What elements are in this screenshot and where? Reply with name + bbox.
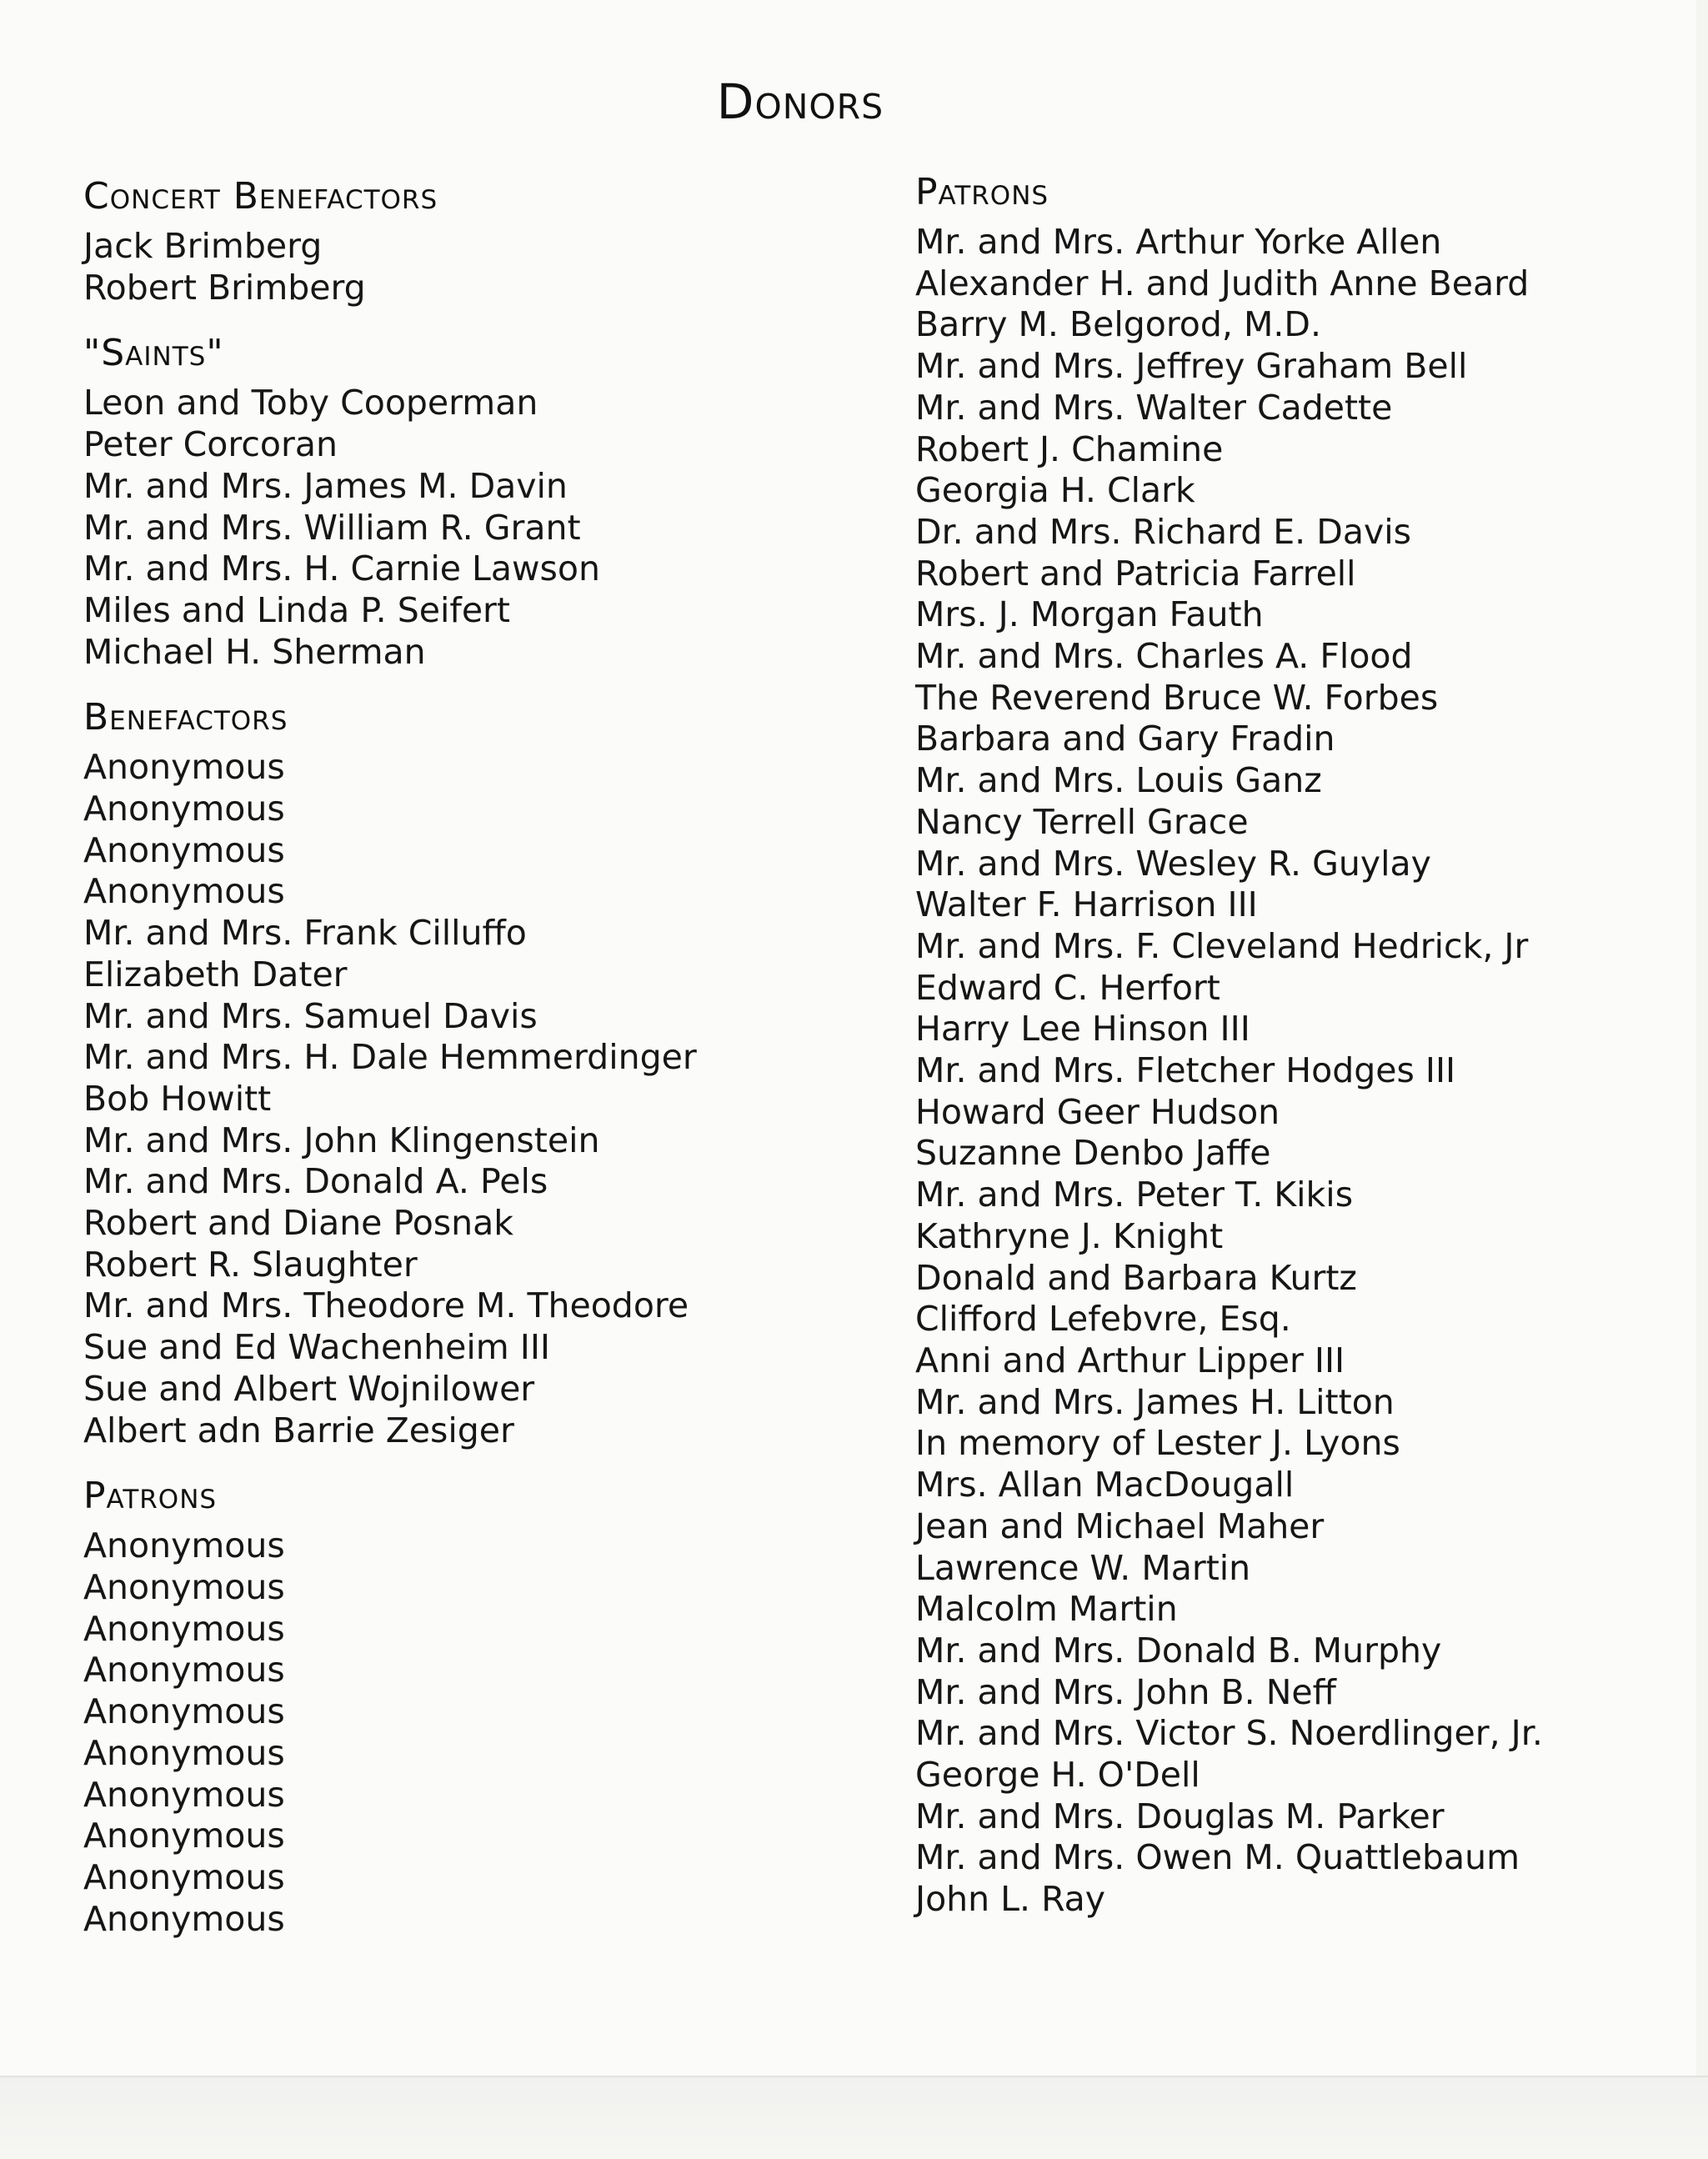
donor-name: Mr. and Mrs. Donald B. Murphy [915,1630,1442,1671]
donor-list [83,383,817,673]
donor-list [915,222,1665,1921]
donor-name: Mr. and Mrs. F. Cleveland Hedrick, Jr [915,925,1529,966]
donor-list [83,226,817,308]
donor-name: Mrs. Allan MacDougall [915,1465,1295,1505]
donor-name: Mr. and Mrs. Douglas M. Parker [915,1796,1445,1836]
donor-name: Robert and Patricia Farrell [915,553,1356,594]
donor-name: George H. O'Dell [915,1755,1200,1796]
donor-name: Jean and Michael Maher [915,1505,1325,1546]
donor-name: In memory of Lester J. Lyons [915,1423,1400,1464]
donor-name: Howard Geer Hudson [915,1091,1280,1132]
donor-name: Anonymous [83,1650,285,1691]
page-edge-right [1696,0,1708,2076]
donor-name: Anonymous [83,871,285,912]
donor-name: Anonymous [83,1608,285,1649]
donor-name: Anonymous [83,1856,285,1897]
donor-name: Clifford Lefebvre, Esq. [915,1299,1291,1340]
section-patrons-left [83,1475,817,1940]
donor-name: Mr. and Mrs. Frank Cilluffo [83,913,527,954]
donor-name: Robert R. Slaughter [83,1244,418,1285]
donor-name: Sue and Albert Wojnilower [83,1368,535,1409]
section-heading: Benefactors [83,696,288,739]
page-edge-bottom [0,2076,1708,2159]
donor-name: Mrs. J. Morgan Fauth [915,594,1264,635]
donor-name: Jack Brimberg [83,226,323,266]
donor-name: Michael H. Sherman [83,631,426,672]
donor-name: Mr. and Mrs. Donald A. Pels [83,1161,548,1202]
donor-name: Peter Corcoran [83,424,338,465]
donor-name: Mr. and Mrs. John Klingenstein [83,1120,600,1160]
donor-list [83,1525,817,1940]
donor-name: Mr. and Mrs. John B. Neff [915,1671,1336,1712]
donor-name: Anonymous [83,829,285,870]
donor-name: Anni and Arthur Lipper III [915,1340,1345,1380]
donor-name: Mr. and Mrs. Wesley R. Guylay [915,843,1431,884]
donor-name: Albert adn Barrie Zesiger [83,1410,514,1450]
donor-name: Harry Lee Hinson III [915,1009,1250,1049]
left-column [83,175,817,1963]
donor-name: Mr. and Mrs. Jeffrey Graham Bell [915,346,1468,387]
donor-name: Mr. and Mrs. Theodore M. Theodore [83,1285,689,1326]
donor-name: Miles and Linda P. Seifert [83,589,510,630]
donor-name: Dr. and Mrs. Richard E. Davis [915,511,1411,552]
donor-name: Donald and Barbara Kurtz [915,1257,1357,1298]
donor-name: The Reverend Bruce W. Forbes [915,677,1439,718]
donor-name: Mr. and Mrs. Peter T. Kikis [915,1175,1354,1215]
donor-name: Mr. and Mrs. H. Dale Hemmerdinger [83,1037,697,1078]
section-heading: Patrons [915,171,1049,213]
donor-name: Robert J. Chamine [915,428,1224,469]
donor-name: Mr. and Mrs. Fletcher Hodges III [915,1050,1456,1091]
donor-name: Elizabeth Dater [83,954,348,994]
donor-name: Mr. and Mrs. Walter Cadette [915,387,1393,428]
donor-name: Anonymous [83,1566,285,1607]
donor-name: Anonymous [83,1774,285,1815]
page-title: Donors [716,73,884,130]
donor-name: Mr. and Mrs. H. Carnie Lawson [83,549,600,589]
donor-name: Anonymous [83,1525,285,1566]
donor-name: Bob Howitt [83,1078,272,1119]
section-benefactors [83,696,817,1451]
donor-name: Lawrence W. Martin [915,1547,1251,1588]
donor-name: Alexander H. and Judith Anne Beard [915,263,1530,303]
donor-name: Anonymous [83,789,285,829]
donor-name: Anonymous [83,747,285,788]
donor-name: Kathryne J. Knight [915,1215,1224,1256]
donor-name: Mr. and Mrs. Louis Ganz [915,760,1322,801]
donor-name: Mr. and Mrs. Charles A. Flood [915,636,1413,677]
donor-name: Mr. and Mrs. James H. Litton [915,1381,1395,1422]
donor-name: Anonymous [83,1691,285,1732]
donor-name: Sue and Ed Wachenheim III [83,1327,551,1368]
donor-name: Walter F. Harrison III [915,884,1258,925]
donor-name: Mr. and Mrs. William R. Grant [83,507,581,548]
section-saints [83,332,817,673]
donor-name: Mr. and Mrs. Arthur Yorke Allen [915,222,1442,262]
donor-name: Robert and Diane Posnak [83,1203,514,1244]
section-heading: "Saints" [83,332,224,375]
donor-name: Nancy Terrell Grace [915,801,1249,842]
donor-name: Malcolm Martin [915,1589,1178,1630]
donor-name: Barbara and Gary Fradin [915,719,1335,759]
donor-name: Anonymous [83,1898,285,1939]
donor-name: Mr. and Mrs. Victor S. Noerdlinger, Jr. [915,1713,1543,1754]
donor-name: Georgia H. Clark [915,470,1195,511]
donor-name: John L. Ray [915,1879,1106,1920]
section-heading: Concert Benefactors [83,175,438,218]
section-concert-benefactors [83,175,817,308]
donor-name: Edward C. Herfort [915,967,1220,1008]
donor-list [83,747,817,1451]
donor-name: Mr. and Mrs. Owen M. Quattlebaum [915,1837,1520,1878]
donor-name: Mr. and Mrs. Samuel Davis [83,995,538,1036]
donor-name: Leon and Toby Cooperman [83,383,538,423]
donor-name: Anonymous [83,1732,285,1773]
donor-name: Robert Brimberg [83,267,366,308]
donor-name: Anonymous [83,1816,285,1856]
donor-name: Mr. and Mrs. James M. Davin [83,465,568,506]
right-column [915,171,1665,1944]
donor-name: Barry M. Belgorod, M.D. [915,304,1321,345]
donor-name: Suzanne Denbo Jaffe [915,1133,1271,1174]
section-heading: Patrons [83,1475,218,1518]
section-patrons-right [915,171,1665,1921]
